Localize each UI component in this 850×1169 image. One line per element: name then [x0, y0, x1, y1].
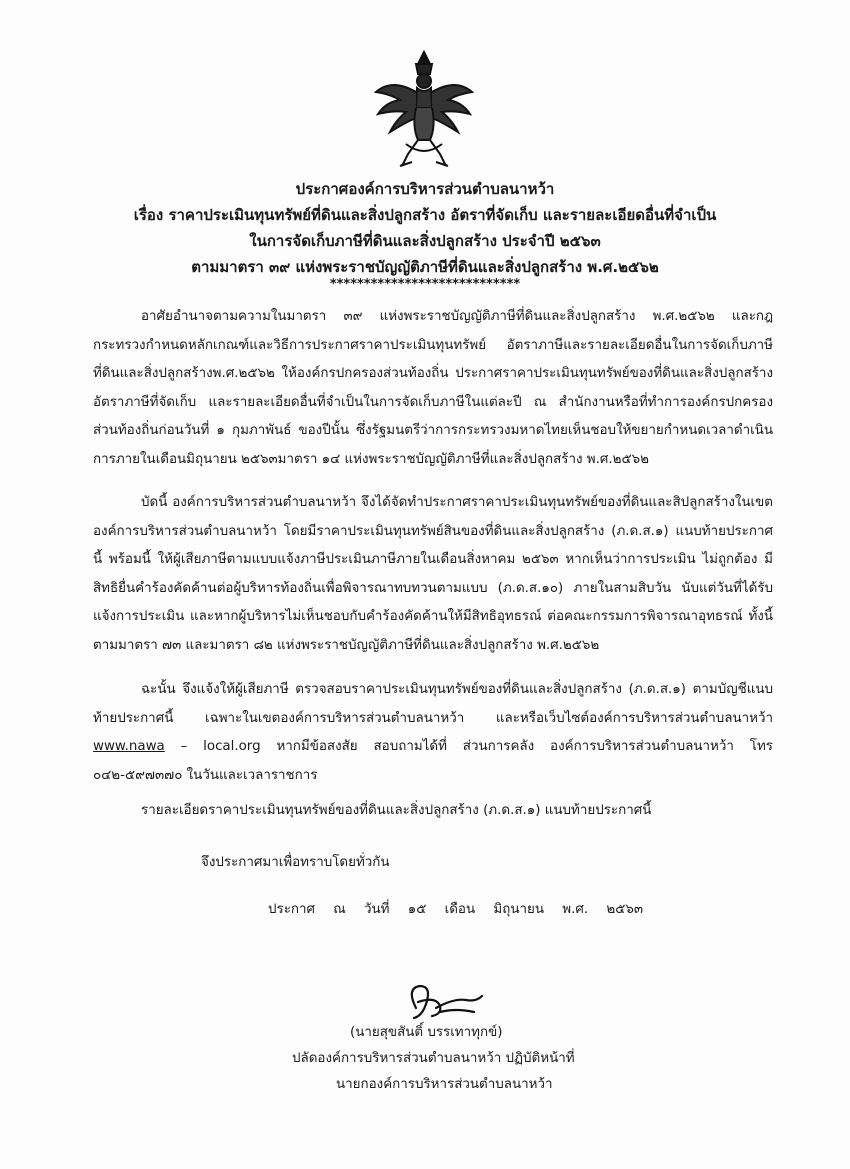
instructions-text-post: – local.org หากมีข้อสงสัย สอบถามได้ที่ ส่วนการคลัง องค์การบริหารส่วนตำบลนาหว้า โทร ๐๔๒-๕๙๗๓๗๐ ในวันและเวลาราชการ [93, 739, 773, 783]
dateline-month: มิถุนายน [493, 902, 545, 917]
announcement-title: ประกาศองค์การบริหารส่วนตำบลนาหว้า [295, 180, 555, 198]
paragraph-closing: จึงประกาศมาเพื่อทราบโดยทั่วกัน [201, 855, 390, 870]
announcement-legal-basis: ตามมาตรา ๓๙ แห่งพระราชบัญญัติภาษีที่ดินและสิ่งปลูกสร้าง พ.ศ.๒๕๖๒ [191, 258, 659, 276]
signer-position: ปลัดองค์การบริหารส่วนตำบลนาหว้า ปฏิบัติหน้าที่ [292, 1051, 575, 1066]
announcement-dateline [268, 898, 657, 919]
paragraph-announcement: บัดนี้ องค์การบริหารส่วนตำบลนาหว้า จึงได้จัดทำประกาศราคาประเมินทุนทรัพย์ของที่ดินและสิปลูกสร้างในเขตองค์การบริหารส่วนตำบลนาหว้า โดยมีราคาประเมินทุนทรัพย์สินของที่ดินและสิ่งปลูกสร้าง (ภ.ด.ส.๑) แนบท้ายประกาศนี้ พร้อมนี้ ให้ผู้เสียภาษีตามแบบแจ้งภาษีประเมินภาษีภายในเดือนสิ่งหาคม ๒๕๖๓ หากเห็นว่าการประเมิน ไม่ถูกต้อง มีสิทธิยื่นคำร้องคัดค้านต่อผู้บริหารท้องถิ่นเพื่อพิจารณาทบทวนตามแบบ (ภ.ด.ส.๑๐) ภายในสามสิบวัน นับแต่วันที่ได้รับแจ้งการประเมิน และหากผู้บริหารไม่เห็นชอบกับคำร้องคัดค้านให้มีสิทธิอุทธรณ์ ต่อคณะกรรมการพิจารณาอุทธรณ์ ทั้งนี้ ตามมาตรา ๗๓ และมาตรา ๘๒ แห่งพระราชบัญญัติภาษีที่ดินและสิ่งปลูกสร้าง พ.ศ.๒๕๖๒ [93, 495, 773, 653]
dateline-announced: ประกาศ [268, 902, 316, 917]
instructions-text-pre: ฉะนั้น จึงแจ้งให้ผู้เสียภาษี ตรวจสอบราคาประเมินทุนทรัพย์ของที่ดินและสิ่งปลูกสร้าง (ภ.ด.ส.๑) ตามบัญชีแนบท้ายประกาศนี้ เฉพาะในเขตองค์การบริหารส่วนตำบลนาหว้า และหรือเว็บไซต์องค์การบริหารส่วนตำบลนาหว้า [93, 682, 773, 726]
website-link[interactable]: www.nawa [93, 739, 165, 754]
signer-position-acting: นายกองค์การบริหารส่วนตำบลนาหว้า [336, 1077, 553, 1092]
dateline-day-label: วันที่ [363, 902, 390, 917]
dateline-day: ๑๕ [407, 902, 427, 917]
paragraph-attachment-note: รายละเอียดราคาประเมินทุนทรัพย์ของที่ดินและสิ่งปลูกสร้าง (ภ.ด.ส.๑) แนบท้ายประกาศนี้ [141, 803, 652, 818]
star-divider: **************************** [329, 277, 521, 292]
announcement-subject-line2: ในการจัดเก็บภาษีที่ดินและสิ่งปลูกสร้าง ประจำปี ๒๕๖๓ [249, 232, 601, 250]
dateline-at: ณ [333, 902, 346, 917]
dateline-month-label: เดือน [444, 902, 476, 917]
paragraph-instructions [93, 676, 773, 790]
announcement-subject: เรื่อง ราคาประเมินทุนทรัพย์ที่ดินและสิ่งปลูกสร้าง อัตราที่จัดเก็บ และรายละเอียดอื่นที่จำเป็น [133, 206, 717, 224]
handwritten-signature [396, 978, 486, 1026]
paragraph-authority: อาศัยอำนาจตามความในมาตรา ๓๙ แห่งพระราชบัญญัติภาษีที่ดินและสิ่งปลูกสร้าง พ.ศ.๒๕๖๒ และกฎกระทรวงกำหนดหลักเกณฑ์และวิธีการประกาศราคาประเมินทุนทรัพย์ อัตราภาษีและรายละเอียดอื่นในการจัดเก็บภาษีที่ดินและสิ่งปลูกสร้างพ.ศ.๒๕๖๒ ให้องค์กรปกครองส่วนท้องถิ่น ประกาศราคาประเมินทุนทรัพย์ของที่ดินและสิ่งปลูกสร้าง อัตราภาษีที่จัดเก็บ และรายละเอียดอื่นที่จำเป็นในการจัดเก็บภาษีในแต่ละปี ณ สำนักงานหรือที่ทำการองค์กรปกครองส่วนท้องถิ่นก่อนวันที่ ๑ กุมภาพันธ์ ของปีนั้น ซึ่งรัฐมนตรีว่าการกระทรวงมหาดไทยเห็นชอบให้ขยายกำหนดเวลาดำเนินการภายในเดือนมิถุนายน ๒๕๖๓มาตรา ๑๔ แห่งพระราชบัญญัติภาษีที่และสิ่งปลูกสร้าง พ.ศ.๒๕๖๒ [93, 309, 773, 467]
dateline-year-label: พ.ศ. [562, 902, 589, 917]
dateline-year: ๒๕๖๓ [606, 902, 644, 917]
signer-name: (นายสุขสันติ์ บรรเทาทุกข์) [350, 1025, 503, 1040]
garuda-emblem [372, 48, 476, 170]
